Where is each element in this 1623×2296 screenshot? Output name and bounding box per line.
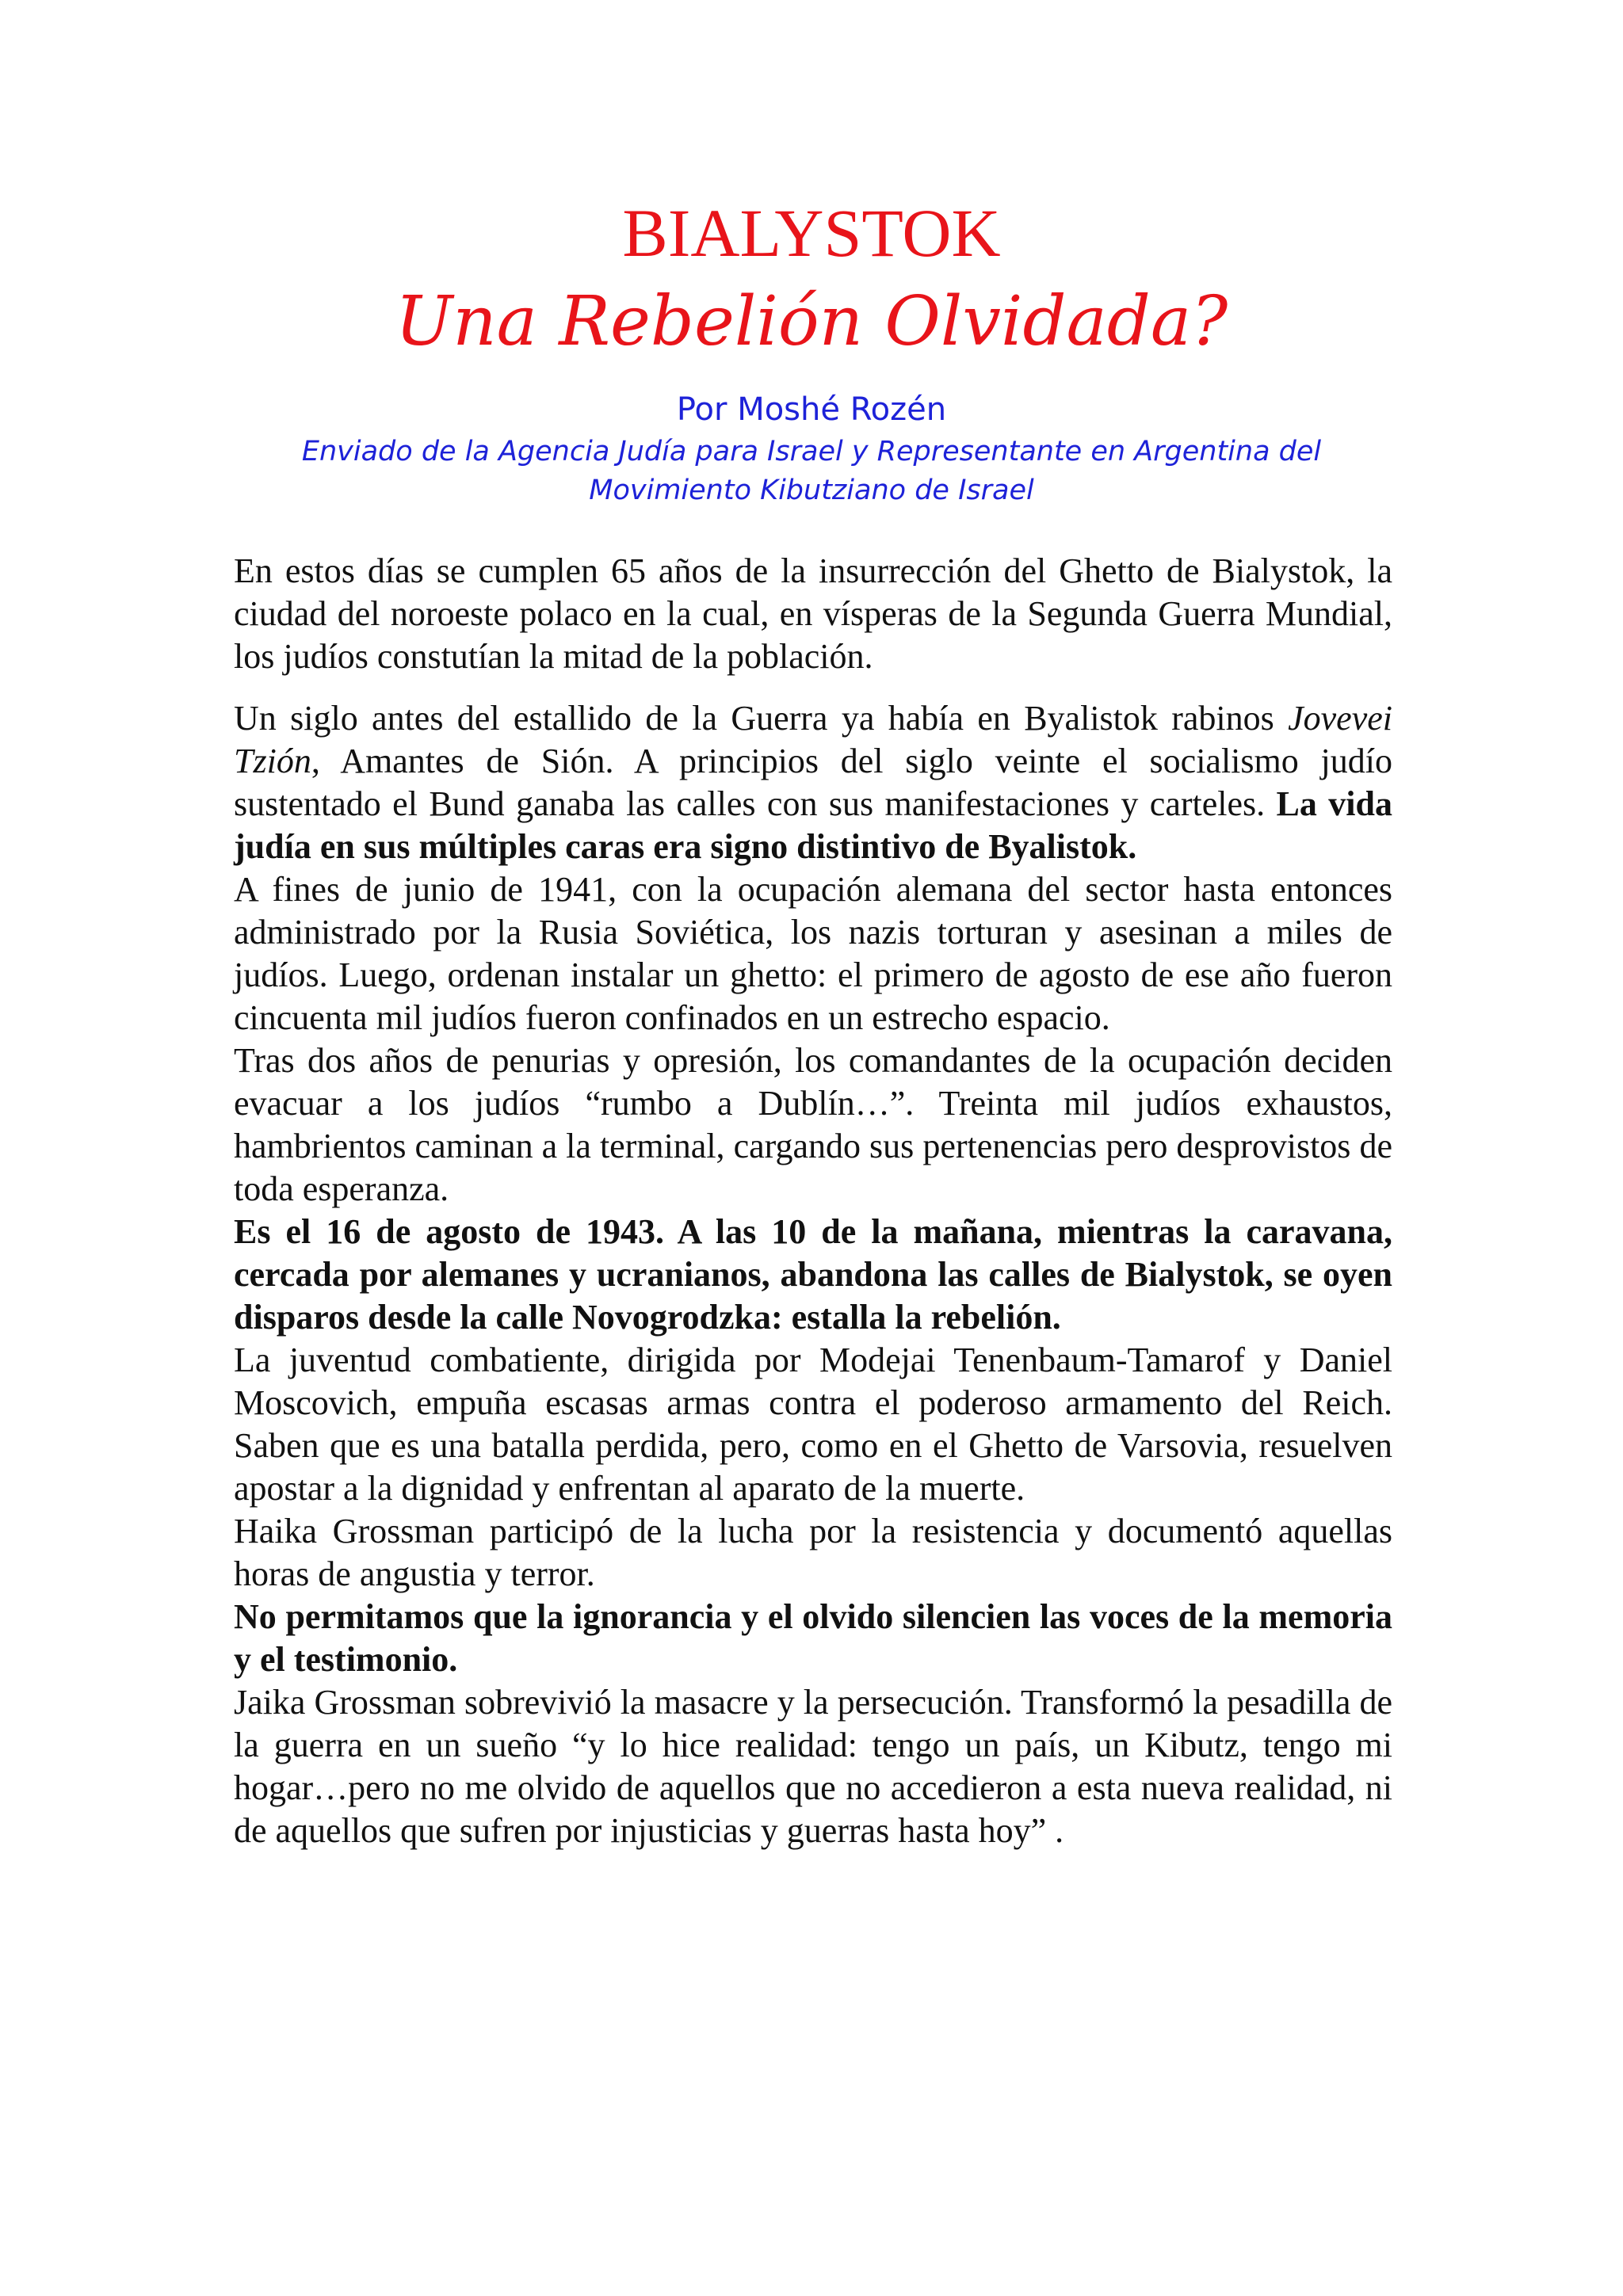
paragraph-memory — [234, 1596, 1392, 1681]
title-block — [0, 189, 1623, 366]
article-body — [234, 550, 1392, 1852]
paragraph-history — [234, 697, 1392, 868]
author-line: Por Moshé Rozén — [676, 391, 947, 428]
paragraph-memory-bold: No permitamos que la ignorancia y el olvido silencien las voces de la memoria y el testimonio. — [234, 1597, 1392, 1679]
document-subtitle: Una Rebelión Olvidada? — [395, 282, 1228, 361]
paragraph-evacuation: Tras dos años de penurias y opresión, los comandantes de la ocupación deciden evacuar a los judíos “rumbo a Dublín…”. Treinta mil judíos exhaustos, hambrientos caminan a la terminal, cargando sus pertenencias pero desprovistos de toda esperanza. — [234, 1041, 1392, 1208]
paragraph-rebellion-bold: Es el 16 de agosto de 1943. A las 10 de la mañana, mientras la caravana, cercada por alemanes y ucranianos, abandona las calles de Bialystok, se oyen disparos desde la calle Novogrodzka: estalla la rebelión. — [234, 1212, 1392, 1337]
affiliation-line-1: Enviado de la Agencia Judía para Israel y Representante en Argentina del — [301, 436, 1322, 467]
paragraph-history-text-b: , Amantes de Sión. A principios del siglo veinte el socialismo judío sustentado el Bund ganaba las calles con sus manifestaciones y carteles. — [234, 742, 1392, 823]
paragraph-youth: La juventud combatiente, dirigida por Modejai Tenenbaum-Tamarof y Daniel Moscovich, empuña escasas armas contra el poderoso armamento del Reich. Saben que es una batalla perdida, pero, como en el Ghetto de Varsovia, resuelven apostar a la dignidad y enfrentan al aparato de la muerte. — [234, 1341, 1392, 1508]
paragraph-occupation: A fines de junio de 1941, con la ocupación alemana del sector hasta entonces administrado por la Rusia Soviética, los nazis torturan y asesinan a miles de judíos. Luego, ordenan instalar un ghetto: el primero de agosto de ese año fueron cincuenta mil judíos fueron confinados en un estrecho espacio. — [234, 870, 1392, 1037]
paragraph-survival: Jaika Grossman sobrevivió la masacre y la persecución. Transformó la pesadilla de la guerra en un sueño “y lo hice realidad: tengo un país, un Kibutz, tengo mi hogar…pero no me olvido de aquellos que no accedieron a esta nueva realidad, ni de aquellos que sufren por injusticias y guerras hasta hoy” . — [234, 1683, 1392, 1850]
byline-block — [0, 387, 1623, 510]
paragraph-rebellion — [234, 1211, 1392, 1339]
paragraph-grossman: Haika Grossman participó de la lucha por la resistencia y documentó aquellas horas de angustia y terror. — [234, 1512, 1392, 1593]
paragraph-intro: En estos días se cumplen 65 años de la insurrección del Ghetto de Bialystok, la ciudad del noroeste polaco en la cual, en vísperas de la Segunda Guerra Mundial, los judíos constutían la mitad de la población. — [234, 551, 1392, 676]
paragraph-history-text-a: Un siglo antes del estallido de la Guerra ya había en Byalistok rabinos — [234, 699, 1289, 738]
paragraph-history-term: Jovevei Tzión — [234, 699, 1392, 780]
paragraph-history-emphasis: La vida judía en sus múltiples caras era signo distintivo de Byalistok. — [234, 784, 1392, 866]
affiliation-line-2: Movimiento Kibutziano de Israel — [589, 475, 1034, 506]
document-title: BIALYSTOK — [622, 195, 1001, 271]
